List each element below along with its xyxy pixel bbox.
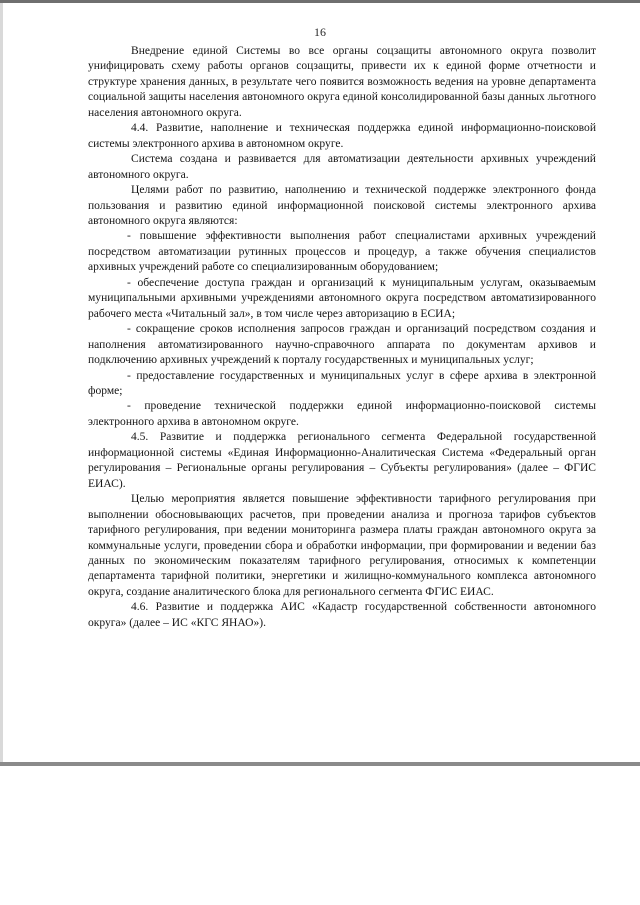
section-heading-4-6: 4.6. Развитие и поддержка АИС «Кадастр государственной собственности автономного округа» (далее – ИС «КГС ЯНАО»).	[88, 601, 596, 629]
paragraph-tariff-goal: Целью мероприятия является повышение эффективности тарифного регулирования при выполнении обосновывающих расчетов, при проведении анализа и прогноза тарифов субъектов тарифного регулирования, при ведении мониторинга размера платы граждан автономного округа за коммунальные услуги, проведении сбора и обработки информации, при формировании и ведении баз данных по экономическим показателям тарифного регулирования, относимых к компетенции департамента тарифной политики, энергетики и жилищно-коммунального комплекса автономного округа, создание аналитического блока для регионального сегмента ФГИС ЕИАС.	[88, 493, 596, 598]
page-number: 16	[314, 25, 326, 39]
scan-left-edge	[0, 3, 3, 762]
list-item-terms: - сокращение сроков исполнения запросов граждан и организаций посредством создания и наполнения автоматизированного научно-справочного аппарата по документам архивов и подключению архивных учреждений к порталу государственных и муниципальных услуг;	[88, 323, 596, 367]
list-item-support: - проведение технической поддержки единой информационно-поисковой системы электронного архива в автономном округе.	[88, 400, 596, 428]
scan-bottom-edge	[0, 762, 640, 766]
paragraph-goals: Целями работ по развитию, наполнению и технической поддержке электронного фонда пользования и развитию единой информационной поисковой системы электронного архива автономного округа являются:	[88, 184, 596, 227]
section-heading-4-4: 4.4. Развитие, наполнение и техническая поддержка единой информационно-поисковой системы электронного архива в автономном округе.	[88, 122, 596, 150]
paragraph-system-purpose: Система создана и развивается для автоматизации деятельности архивных учреждений автономного округа.	[88, 153, 596, 181]
scan-top-edge	[0, 0, 640, 3]
document-body	[88, 44, 596, 631]
list-item-access: - обеспечение доступа граждан и организаций к муниципальным услугам, оказываемым муниципальными архивными учреждениями автономного округа посредством автоматизированного рабочего места «Читальный зал», в том числе через авторизацию в ЕСИА;	[88, 276, 596, 320]
list-item-efficiency: - повышение эффективности выполнения работ специалистами архивных учреждений посредством автоматизации рутинных процессов и процедур, а также обучения специалистов архивных учреждений работе со специализированным оборудованием;	[88, 230, 596, 274]
list-item-services: - предоставление государственных и муниципальных услуг в сфере архива в электронной форме;	[88, 369, 596, 397]
paragraph-intro: Внедрение единой Системы во все органы соцзащиты автономного округа позволит унифицировать схему работы органов соцзащиты, привести их к единой форме отчетности и структуре хранения данных, в результате чего появится возможность ведения на уровне департамента социальной защиты населения автономного округа единой консолидированной базы данных льготного населения автономного округа.	[88, 45, 596, 119]
section-heading-4-5: 4.5. Развитие и поддержка регионального сегмента Федеральной государственной информационной системы «Единая Информационно-Аналитическая Система «Федеральный орган регулирования – Региональные органы регулирования – Субъекты регулирования» (далее – ФГИС ЕИАС).	[88, 431, 596, 490]
